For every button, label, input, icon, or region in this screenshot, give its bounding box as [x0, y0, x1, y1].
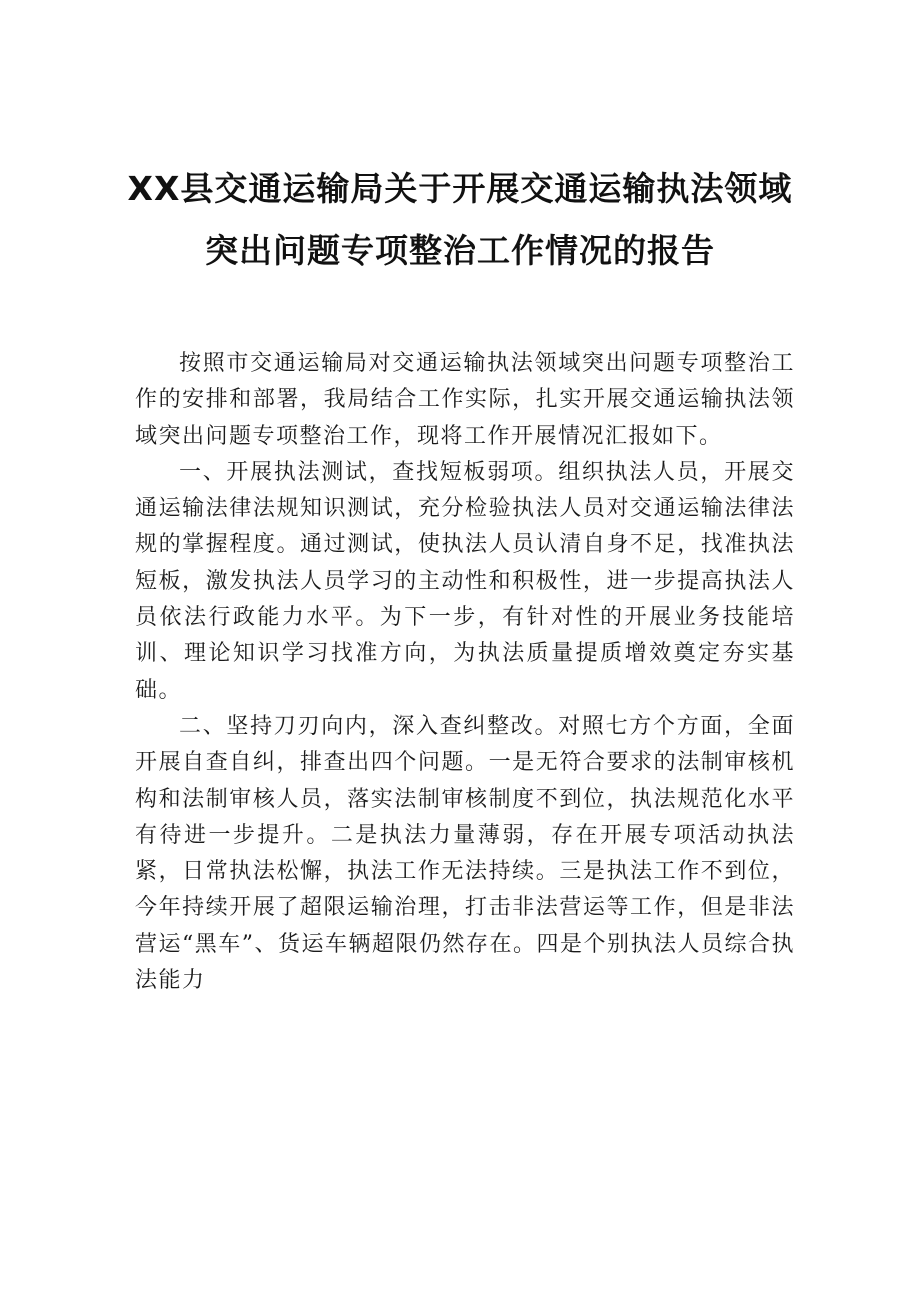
document-title-line-1: XX县交通运输局关于开展交通运输执法领域	[127, 169, 793, 208]
document-title-line-2: 突出问题专项整治工作情况的报告	[205, 231, 715, 270]
paragraph-intro: 按照市交通运输局对交通运输执法领域突出问题专项整治工作的安排和部署，我局结合工作实际，扎实开展交通运输执法领域突出问题专项整治工作，现将工作开展情况汇报如下。	[135, 351, 795, 449]
paragraph-section-1: 一、开展执法测试，查找短板弱项。组织执法人员，开展交通运输法律法规知识测试，充分检验执法人员对交通运输法律法规的掌握程度。通过测试，使执法人员认清自身不足，找准执法短板，激发执法人员学习的主动性和积极性，进一步提高执法人员依法行政能力水平。为下一步，有针对性的开展业务技能培训、理论知识学习找准方向，为执法质量提质增效奠定夯实基础。	[135, 459, 795, 703]
paragraph-section-2: 二、坚持刀刃向内，深入查纠整改。对照七方个方面，全面开展自查自纠，排查出四个问题。一是无符合要求的法制审核机构和法制审核人员，落实法制审核制度不到位，执法规范化水平有待进一步提升。二是执法力量薄弱，存在开展专项活动执法紧，日常执法松懈，执法工作无法持续。三是执法工作不到位，今年持续开展了超限运输治理，打击非法营运等工作，但是非法营运“黑车”、货运车辆超限仍然存在。四是个别执法人员综合执法能力	[135, 713, 795, 994]
document-body	[135, 346, 795, 999]
